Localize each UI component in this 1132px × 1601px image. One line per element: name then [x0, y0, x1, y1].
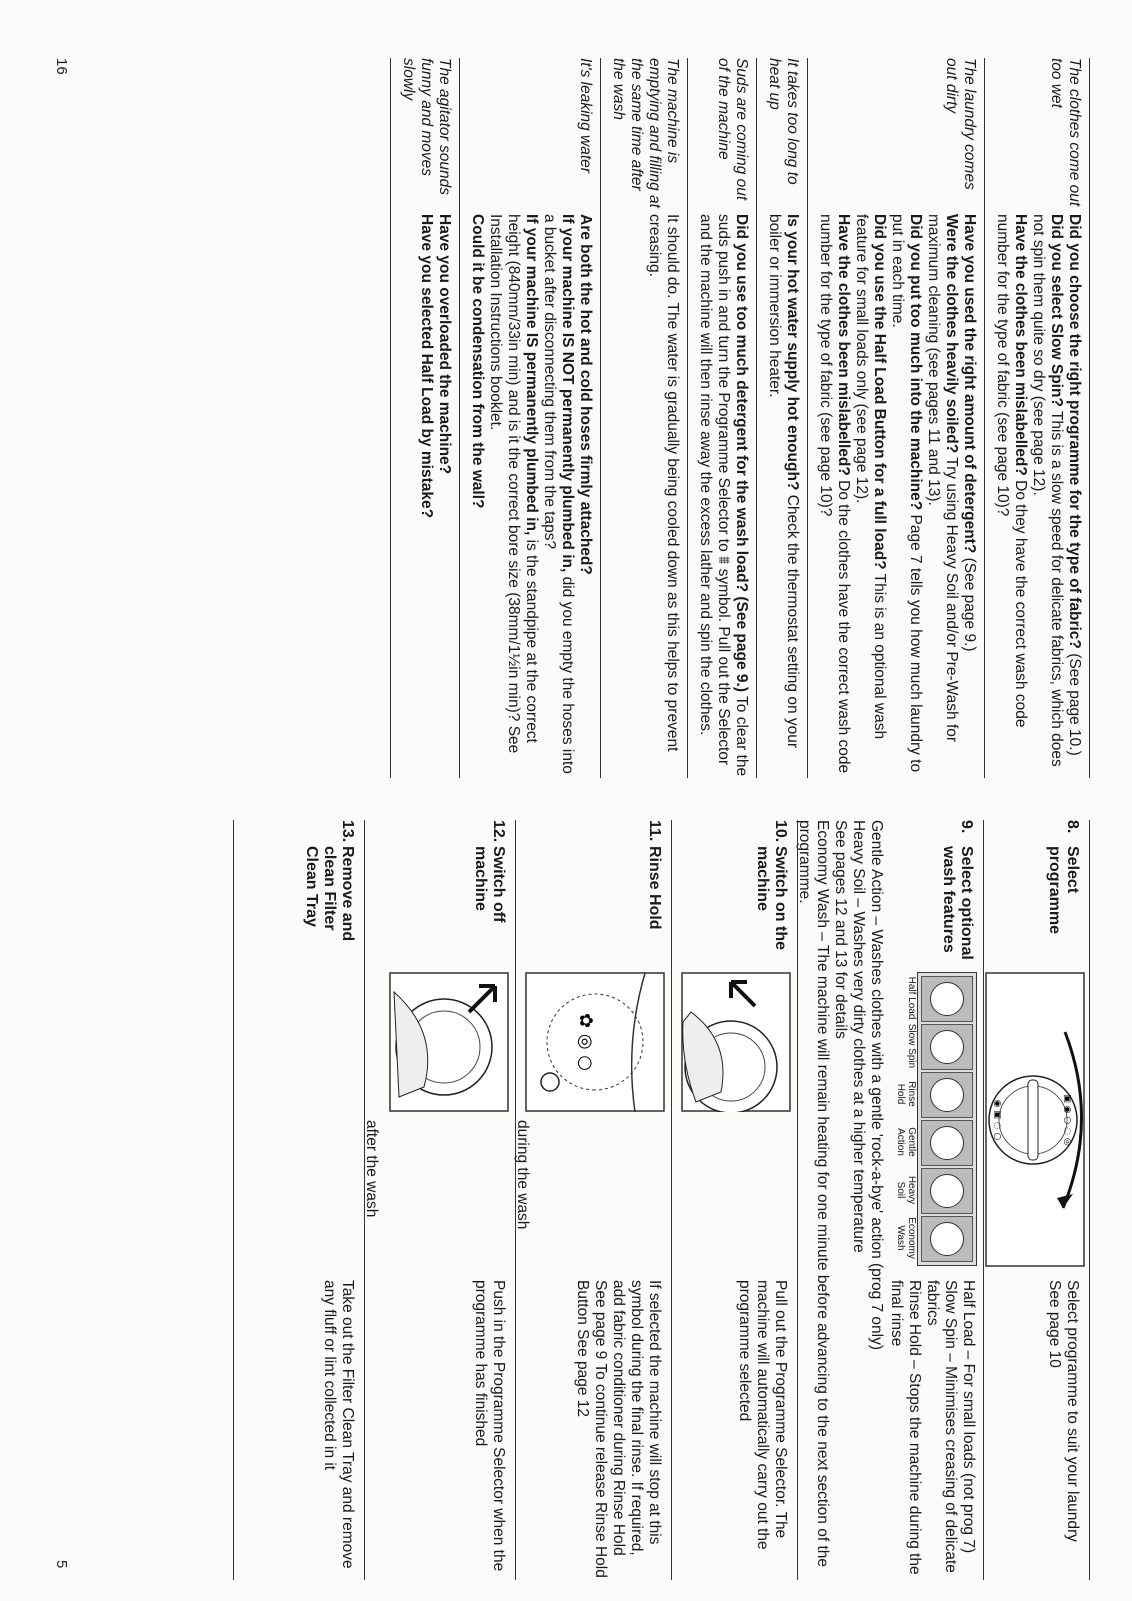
remedy [816, 214, 978, 778]
remedy-question: Have the clothes been mislabelled? [835, 214, 852, 476]
slow-spin-button [921, 1024, 973, 1070]
remedy [609, 214, 681, 778]
step-title: Switch on the machine [754, 846, 789, 950]
troubleshooting-table [390, 58, 1090, 778]
button-label: Heavy Soil [895, 1175, 917, 1205]
heavy-soil-button [921, 1168, 973, 1214]
feature-note: Rinse Hold – Stops the machine during the final rinse [888, 1280, 923, 1575]
step-title: Select optional wash features [940, 846, 975, 960]
remedy-question: Could it be condensation from the wall? [469, 214, 486, 509]
feature-side-notes [887, 1280, 977, 1580]
step-9 [798, 820, 984, 1580]
step-8 [984, 820, 1090, 1580]
remedy-item [468, 214, 486, 778]
remedy-text: (See page 10.) [1066, 648, 1083, 756]
rinse-hold-dial-icon [525, 972, 665, 1112]
svg-text:◉ ▣ ◌ ○: ◉ ▣ ◌ ○ [992, 1099, 1002, 1141]
remedy-text: This is a slow speed for delicate fabrics, which does not spin them quite so dry (see page 12). [1030, 214, 1065, 767]
symptom: The laundry comes out dirty [943, 58, 978, 190]
step-10 [672, 820, 798, 1580]
step-number: 12. [490, 820, 507, 843]
step-text: Push in the Programme Selector when the programme has finished [472, 1280, 507, 1572]
trouble-row [688, 58, 757, 778]
step-number: 10. [772, 820, 789, 843]
feature-button-panel [917, 972, 977, 1266]
symptom: It's leaking water [577, 58, 594, 173]
feature-button-labels [895, 972, 917, 1266]
remedy-question: Did you select Slow Spin? [1048, 214, 1065, 407]
remedy-text: It should do. The water is gradually being cooled down as this helps to prevent creasing. [646, 214, 681, 752]
button-label: Economy Wash [895, 1217, 917, 1259]
step-number: 9. [958, 820, 975, 834]
step-13 [233, 820, 365, 1580]
remedy-text: Try using Heavy Soil and/or Pre-Wash for maximum cleaning (see pages 11 and 13). [925, 214, 960, 743]
remedy-text: Check the thermostat setting on your boiler or immersion heater. [766, 214, 801, 749]
remedy-text: To clear the suds push in and turn the Programme Selector to ⩩ symbol. Pull out the Selector and the machine will then rinse away the excess lather and spin the clothes. [697, 214, 750, 777]
remedy-question: Have the clothes been mislabelled? [1012, 214, 1029, 476]
hand-pushing-selector-icon [389, 972, 509, 1112]
remedy-text: Page 7 tells you how much laundry to put in each time. [889, 214, 924, 773]
remedy-item [960, 214, 978, 778]
remedy-item [540, 214, 576, 778]
remedy-text: Do they have the correct wash code number for the type of fabric (see page 10)? [994, 214, 1029, 728]
remedy-question: Have you used the right amount of detergent? [961, 214, 978, 554]
switch-off-figure [384, 972, 509, 1112]
step-title: Switch off machine [472, 846, 507, 923]
step-12 [365, 820, 516, 1580]
symptom: The clothes come out too wet [1048, 58, 1083, 207]
programme-dial-figure [980, 972, 1085, 1267]
remedy-item [888, 214, 924, 778]
remedy-item [852, 214, 888, 778]
steps-list [233, 820, 1090, 1580]
page-16 [0, 0, 1132, 790]
trouble-row [985, 58, 1090, 778]
remedy-question: Have you selected Half Load by mistake? [418, 214, 435, 519]
remedy-text: did you empty the hoses into a bucket after disconnecting them from the taps? [541, 214, 576, 774]
dial-icon [985, 972, 1085, 1267]
remedy-item [486, 214, 540, 778]
svg-text:▣ ◉ ○ ◌ ◎: ▣ ◉ ○ ◌ ◎ [1062, 1094, 1072, 1146]
symptom: It takes too long to heat up [766, 58, 801, 185]
svg-text:✿ ◎ ○: ✿ ◎ ○ [575, 1013, 596, 1071]
remedy-question: Have you overloaded the machine? [436, 214, 453, 475]
symptom: Suds are coming out of the machine [715, 58, 750, 201]
hand-pulling-selector-icon [681, 972, 791, 1112]
trouble-row [460, 58, 601, 778]
button-label: Rinse Hold [895, 1081, 917, 1107]
page-number: 5 [53, 1560, 70, 1569]
feature-descriptions [795, 820, 885, 1570]
trouble-row [601, 58, 688, 778]
rinse-hold-figure [520, 972, 665, 1112]
remedy [468, 214, 594, 778]
remedy-question: Are both the hot and cold hoses firmly attached? [577, 214, 594, 575]
step-text: Select programme to suit your laundry See page 10 [1046, 1280, 1081, 1542]
remedy-text: is the standpipe at the correct height (840mm/33in min) and is it the correct bore size (38mm/1½in min)? See Installation Instructions booklet. [487, 214, 540, 754]
remedy-item [924, 214, 960, 778]
remedy-item [435, 214, 453, 778]
button-label: Gentle Action [895, 1127, 917, 1157]
step-text: If selected the machine will stop at this symbol during the final rinse. If required, add fabric conditioner during Rinse Hold See page 9 To continue release Rinse Hold Button See page 12 [574, 1280, 663, 1578]
symptom: The machine is emptying and filling at the same time after the wash [610, 58, 681, 208]
remedy-item [765, 214, 801, 778]
trouble-row [390, 58, 460, 778]
feature-note: Half Load – For small loads (not prog 7) [960, 1280, 977, 1554]
remedy-question: Did you use the Half Load Button for a full load? [871, 214, 888, 570]
page-5 [0, 800, 1132, 1601]
feature-description: Heavy Soil – Washes very dirty clothes at a higher temperature [850, 820, 867, 1253]
remedy-item [816, 214, 852, 778]
remedy-item [417, 214, 435, 778]
feature-description: Gentle Action – Washes clothes with a gentle 'rock-a-bye' action (prog 7 only) [868, 820, 885, 1351]
remedy-text: Do the clothes have the correct wash code number for the type of fabric (see page 10)? [817, 214, 852, 774]
symptom: The agitator sounds funny and moves slowly [400, 58, 453, 196]
remedy [696, 214, 750, 778]
feature-description: Economy Wash – The machine will remain heating for one minute before advancing to the next section of the programme. [796, 820, 831, 1568]
step-note: during the wash [514, 1120, 531, 1230]
remedy [399, 214, 453, 778]
remedy-text: This is an optional wash feature for small loads only (see page 12). [853, 214, 888, 740]
step-number: 8. [1064, 820, 1081, 834]
switch-on-figure [676, 972, 791, 1112]
button-label: Slow Spin [906, 1023, 917, 1069]
remedy-text: (See page 9.) [961, 553, 978, 652]
trouble-row [808, 58, 985, 778]
trouble-row [757, 58, 808, 778]
remedy-item [993, 214, 1029, 778]
gentle-action-button [921, 1120, 973, 1166]
remedy-item [1029, 214, 1065, 778]
remedy-item [696, 214, 750, 778]
remedy [765, 214, 801, 778]
remedy-question: If your machine IS permanently plumbed in, [523, 214, 540, 536]
page-number: 16 [53, 58, 70, 75]
step-title: Select programme [1046, 846, 1081, 935]
step-note: after the wash [363, 1120, 380, 1218]
step-text: Pull out the Programme Selector. The machine will automatically carry out the programme selected [736, 1280, 789, 1550]
step-title: Remove and clean Filter Clean Tray [303, 846, 356, 942]
half-load-button [921, 976, 973, 1022]
remedy-question: Is your hot water supply hot enough? [784, 214, 801, 491]
remedy-item [645, 214, 681, 778]
remedy-item [1065, 214, 1083, 778]
remedy-question: Did you use too much detergent for the wash load? (See page 9.) [733, 214, 750, 692]
remedy-question: Did you choose the right programme for the type of fabric? [1066, 214, 1083, 649]
step-11 [516, 820, 672, 1580]
step-title: Rinse Hold [646, 846, 663, 930]
remedy [993, 214, 1083, 778]
remedy-question: Were the clothes heavily soiled? [943, 214, 960, 454]
button-label: Half Load [906, 976, 917, 1020]
remedy-question: If your machine IS NOT permanently plumbed in, [559, 214, 576, 573]
remedy-item [576, 214, 594, 778]
feature-note: Slow Spin – Minimises creasing of delicate fabrics [924, 1280, 959, 1573]
feature-buttons-figure [895, 972, 977, 1266]
economy-wash-button [921, 1216, 973, 1262]
rinse-hold-button [921, 1072, 973, 1118]
remedy-question: Did you put too much into the machine? [907, 214, 924, 511]
feature-description: See pages 12 and 13 for details [832, 820, 849, 1039]
step-text: Take out the Filter Clean Tray and remove any fluff or lint collected in it [321, 1280, 356, 1569]
step-number: 11. [646, 820, 663, 842]
step-number: 13. [339, 820, 356, 843]
